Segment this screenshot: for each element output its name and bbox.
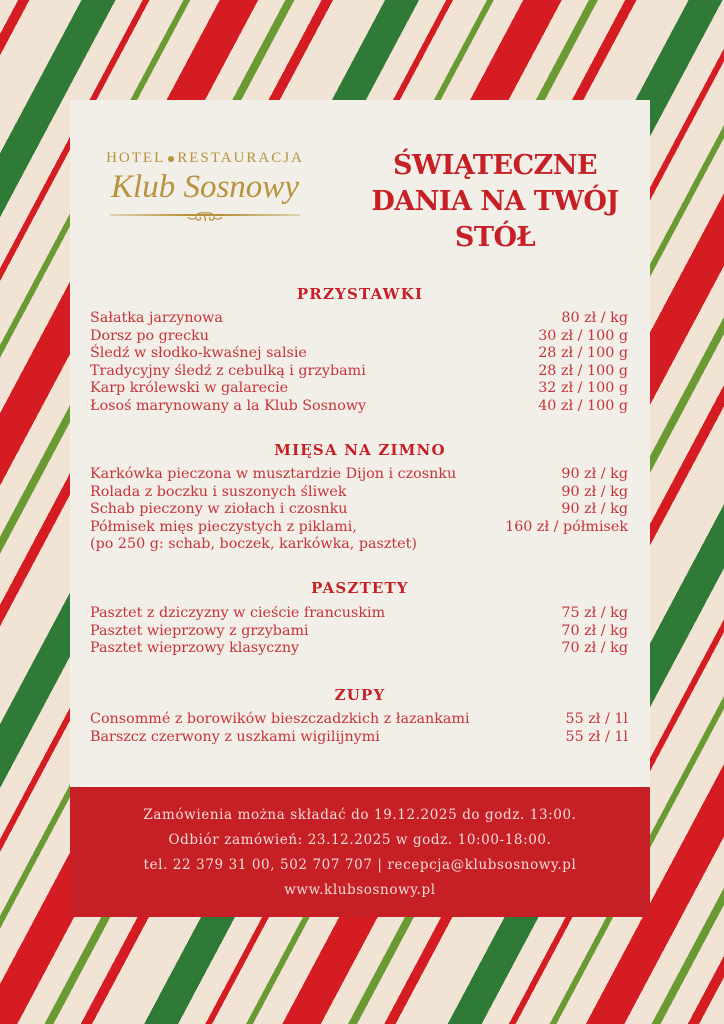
section-title-przystawki: PRZYSTAWKI <box>296 285 424 303</box>
list-item: Dorsz po grecku 30 zł / 100 g <box>90 327 628 344</box>
list-item: Pasztet z dziczyzny w cieście francuskim 75 zł / kg <box>90 605 628 621</box>
order-deadline-text: Zamówienia można składać do 19.12.2025 do godz. 13:00. <box>143 806 577 823</box>
list-item: Barszcz czerwony z uszkami wigilijnymi 55 zł / 1l <box>90 728 628 745</box>
section-zupy-list <box>90 711 628 746</box>
list-item: Śledź w słodko-kwaśnej salsie 28 zł / 100 g <box>90 345 628 361</box>
flourish-icon <box>185 210 225 224</box>
logo-tagline: HOTEL RESTAURACJA <box>106 150 304 166</box>
list-item: Rolada z boczku i suszonych śliwek 90 zł / kg <box>90 483 628 500</box>
section-przystawki-list <box>90 310 628 415</box>
section-title-pasztety: PASZTETY <box>311 579 409 597</box>
list-item: Tradycyjny śledź z cebulką i grzybami 28 zł / 100 g <box>90 362 628 379</box>
page-title: ŚWIĄTECZNE DANIA NA TWÓJ STÓŁ <box>371 150 619 253</box>
website-link[interactable]: www.klubsosnowy.pl <box>284 881 436 898</box>
list-item: Pasztet wieprzowy klasyczny 70 zł / kg <box>90 640 628 656</box>
section-title-miesa-na-zimno: MIĘSA NA ZIMNO <box>274 441 446 459</box>
list-item: Sałatka jarzynowa 80 zł / kg <box>90 310 628 326</box>
pickup-text: Odbiór zamówień: 23.12.2025 w godz. 10:00-18:00. <box>168 831 552 848</box>
section-title-zupy: ZUPY <box>334 686 386 704</box>
list-item: Consommé z borowików bieszczadzkich z łazankami 55 zł / 1l <box>90 711 628 727</box>
hotel-logo <box>105 150 305 224</box>
contact-text: tel. 22 379 31 00, 502 707 707 | recepcja@klubsosnowy.pl <box>143 856 577 873</box>
order-info-footer <box>70 787 650 917</box>
list-item: Pasztet wieprzowy z grzybami 70 zł / kg <box>90 622 628 639</box>
section-pasztety-list <box>90 605 628 658</box>
list-item: Karp królewski w galarecie 32 zł / 100 g <box>90 380 628 396</box>
list-item: Karkówka pieczona w musztardzie Dijon i czosnku 90 zł / kg <box>90 466 628 482</box>
logo-ornament-divider <box>110 210 300 224</box>
list-item-note: (po 250 g: schab, boczek, karkówka, pasztet) <box>90 536 417 552</box>
section-miesa-list <box>90 466 628 554</box>
logo-dot-icon <box>168 156 174 162</box>
list-item: Schab pieczony w ziołach i czosnku 90 zł / kg <box>90 501 628 517</box>
list-item: Półmisek mięs pieczystych z piklami, 160 zł / półmisek <box>90 518 628 535</box>
logo-name: Klub Sosnowy <box>111 169 299 205</box>
list-item: Łosoś marynowany a la Klub Sosnowy 40 zł / 100 g <box>90 397 628 414</box>
